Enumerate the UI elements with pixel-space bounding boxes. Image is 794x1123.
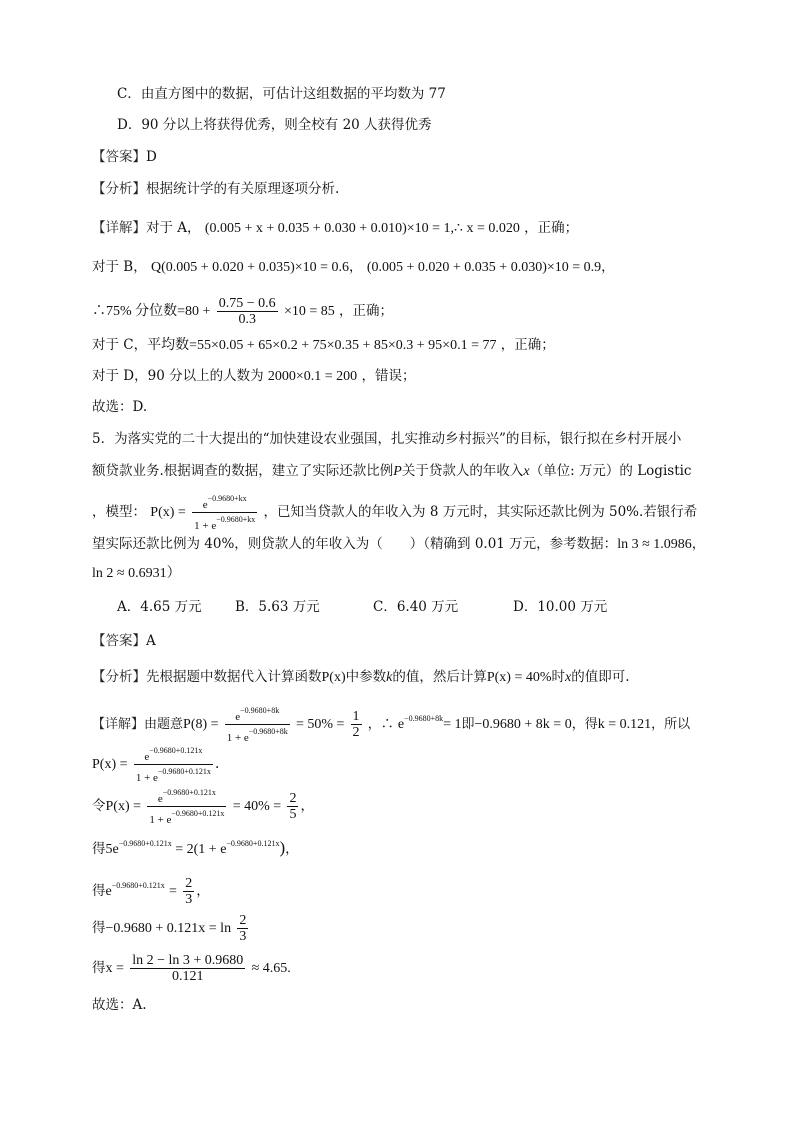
q5-d7-den: 0.121 (171, 969, 204, 984)
percentile-denominator: 0.3 (238, 312, 256, 327)
q5-d6-a: 得 (92, 920, 106, 936)
detail-c-verdict: ，正确； (500, 337, 555, 353)
q5-d1-power (397, 714, 462, 732)
q5-d4-lhs: 5e (105, 842, 119, 857)
q5-model-fraction (192, 492, 257, 533)
analysis-tag: 【分析】 (92, 181, 146, 197)
detail-a-verdict: ，正确； (524, 220, 579, 236)
q5-d1-den-exp: −0.9680+8k (248, 727, 288, 736)
option-c: C．6.40 万元 (373, 599, 459, 615)
q5-detail-line-2 (92, 744, 219, 785)
detail-c-equation: 平均数=55×0.05 + 65×0.2 + 75×0.35 + 85×0.3 + 95×0.1 = 77 (147, 338, 497, 353)
q5-stem-2c: （单位: 万元）的 Logistic (529, 463, 692, 479)
detail-d-verdict: ，错误； (361, 368, 416, 384)
q5-model-num-base: e (202, 499, 208, 511)
q5-d1-den-base: 1 + e (226, 732, 249, 744)
q5-model-num-exp: −0.9680+kx (207, 494, 247, 503)
q5-model-den-exp: −0.9680+kx (216, 515, 256, 524)
q5-d4-exp2: −0.9680+0.121x (226, 839, 280, 848)
q5-d2-den-exp: −0.9680+0.121x (157, 767, 211, 776)
q5-d5-mid: = (169, 884, 177, 899)
detail-line-a (92, 218, 578, 239)
q5-model-numerator (192, 492, 257, 513)
q5-d5-num: 2 (185, 876, 193, 891)
detail-b-equation-2: (0.005 + 0.020 + 0.035 + 0.030)×10 = 0.9 (366, 260, 602, 275)
q5-d2-denominator (134, 765, 213, 785)
q5-d2-den-base: 1 + e (135, 772, 158, 784)
q5-d2-lhs: P(x) = (92, 757, 128, 772)
q5-stem-2b: 关于贷款人的年收入 (401, 463, 524, 479)
option-c-text: C．由直方图中的数据，可估计这组数据的平均数为 77 (117, 86, 446, 102)
q5-d3-end: ， (300, 798, 314, 814)
q5-d7-fraction (130, 953, 245, 984)
q5-ref-ln2: ln 2 ≈ 0.6931） (92, 566, 181, 581)
q5-d5-end: ， (196, 883, 210, 899)
q5-answer-value: A (146, 633, 156, 649)
q5-options (117, 597, 607, 617)
q5-d4-a: 得 (92, 841, 106, 857)
percentile-result: ×10 = 85 (283, 304, 335, 319)
q5-d1-e: e (397, 717, 405, 732)
option-d: D．10.00 万元 (513, 599, 608, 615)
detail-tag: 【详解】 (92, 220, 146, 236)
q5-var-x: x (523, 464, 530, 479)
q5-d2-end: . (214, 756, 220, 772)
q5-analysis-e: 的值即可. (571, 669, 630, 685)
q5-d3-den-exp: −0.9680+0.121x (171, 809, 225, 818)
q5-d2-num-base: e (144, 751, 150, 763)
q5-d2-numerator (134, 744, 213, 765)
q5-d1-mid: = 50% = (295, 717, 345, 732)
q5-d6-den: 3 (239, 929, 247, 944)
q5-d1-eq2: −0.9680 + 8k = 0 (474, 717, 572, 732)
q5-d5-power (105, 881, 165, 899)
q5-d3-fraction-2 (287, 791, 298, 822)
analysis-text: 根据统计学的有关原理逐项分析. (146, 181, 340, 197)
q5-analysis-b: 中参数 (345, 669, 387, 685)
q5-analysis-x: x (565, 670, 572, 685)
percentile-verdict: ，正确； (339, 303, 394, 319)
q5-model-denominator (192, 513, 257, 533)
prev-choose: 故选：D. (92, 399, 148, 415)
q5-d1-lhs: P(8) = (183, 717, 219, 732)
q5-detail-line-5 (92, 868, 210, 910)
q5-d1-half-num: 1 (352, 709, 360, 724)
q5-d3-num-exp: −0.9680+0.121x (162, 788, 216, 797)
q5-analysis-c: 的值，然后计算 (392, 669, 487, 685)
q5-d3-num-base: e (157, 793, 163, 805)
q5-d1-num-exp: −0.9680+8k (240, 706, 280, 715)
q5-d1-half (351, 709, 362, 740)
q5-detail-line-4 (92, 834, 299, 860)
q5-d4-close: ) (279, 838, 286, 857)
q5-stem-4a: 望实际还款比例为 40%，则贷款人的年收入为（ ）（精确到 0.01 万元，参考数据： (92, 536, 618, 552)
q5-analysis-line (92, 667, 630, 688)
q5-answer-tag: 【答案】 (92, 633, 146, 649)
q5-d3-fraction (147, 786, 226, 827)
detail-line-d (92, 366, 415, 387)
q5-analysis-px: P(x) (321, 670, 346, 685)
q5-d5-fraction (183, 876, 194, 907)
q5-model-lhs: P(x) = (150, 505, 186, 520)
detail-a-equation: (0.005 + x + 0.035 + 0.030 + 0.010)×10 = 1,∴ x = 0.020 (204, 221, 520, 236)
q5-d5-a: 得 (92, 883, 106, 899)
answer-line (92, 147, 157, 167)
q5-d4-end: ， (285, 841, 299, 857)
q5-ref-ln3: ln 3 ≈ 1.0986 (617, 537, 692, 552)
q5-detail-line-7 (92, 950, 291, 987)
q5-d3-den-base: 1 + e (149, 814, 172, 826)
percentile-numerator: 0.75 − 0.6 (218, 296, 276, 311)
q5-analysis-k: k (386, 670, 393, 685)
q5-d1-numerator (225, 704, 290, 725)
q5-d1-d: ，所以 (651, 717, 691, 732)
q5-detail-line-3 (92, 786, 314, 827)
q5-d1-denominator (225, 725, 290, 745)
percentile-prefix: ∴75% 分位数=80 + (92, 304, 211, 319)
detail-line-b (92, 257, 615, 278)
percentile-fraction (217, 296, 278, 327)
q5-d1-a: 由题意 (144, 717, 184, 732)
detail-b-label: 对于 B， (92, 259, 147, 275)
detail-d-equation: 2000×0.1 = 200 (267, 369, 358, 384)
q5-stem-3b: ，已知当贷款人的年收入为 8 万元时，其实际还款比例为 50%.若银行希 (263, 504, 698, 520)
q5-d7-num: ln 2 − ln 3 + 0.9680 (132, 953, 244, 968)
option-a: A．4.65 万元 (117, 599, 202, 615)
q5-d1-sep: ，∴ (367, 717, 394, 732)
q5-d3-fden: 5 (289, 807, 297, 822)
q5-detail-tag: 【详解】 (92, 717, 145, 732)
q5-stem-line-2 (92, 461, 692, 482)
percentile-line (92, 294, 393, 329)
q5-stem-2a: 额贷款业务.根据调查的数据，建立了实际还款比例 (92, 463, 394, 479)
q5-analysis-a: 先根据题中数据代入计算函数 (146, 669, 322, 685)
detail-a-label: 对于 A， (146, 220, 201, 236)
q5-d1-fraction (225, 704, 290, 745)
q5-detail-line-1 (92, 700, 690, 745)
q5-d1-eq3: k = 0.121 (597, 717, 652, 732)
analysis-line (92, 179, 339, 199)
detail-b-equation-1: Q(0.005 + 0.020 + 0.035)×10 = 0.6 (151, 260, 350, 275)
q5-detail-line-6 (92, 910, 250, 947)
q5-d3-a: 令 (92, 798, 106, 814)
q5-d5-e: e (105, 884, 112, 899)
detail-line-c (92, 335, 555, 356)
q5-d3-numerator (147, 786, 226, 807)
option-b: B．5.63 万元 (235, 599, 320, 615)
q5-d3-lhs: P(x) = (105, 799, 142, 814)
q5-analysis-tag: 【分析】 (92, 669, 146, 685)
q5-model-line (92, 492, 697, 533)
q5-stem-4b: ， (691, 536, 706, 552)
q5-model-den-base: 1 + e (194, 520, 217, 532)
q5-d6-fraction (237, 913, 248, 944)
q5-d7-a: 得 (92, 960, 106, 976)
q5-d3-denominator (147, 807, 226, 827)
q5-d3-fnum: 2 (289, 791, 297, 806)
q5-d2-fraction (134, 744, 213, 785)
q5-var-p: P (393, 464, 402, 479)
q5-d7-result: ≈ 4.65. (251, 961, 291, 976)
q5-d1-b: 即 (461, 717, 475, 732)
detail-d-label: 对于 D，90 分以上的人数为 (92, 368, 264, 384)
q5-model-label: ，模型： (92, 504, 146, 520)
q5-d6-eq: −0.9680 + 0.121x = ln (105, 921, 232, 936)
q5-d1-num-base: e (235, 711, 241, 723)
q5-answer-line (92, 631, 156, 651)
q5-d4-equation (105, 838, 286, 857)
q5-d5-exp: −0.9680+0.121x (111, 881, 165, 890)
q5-d1-half-den: 2 (352, 725, 360, 740)
q5-d7-lhs: x = (105, 961, 124, 976)
q5-d5-den: 3 (185, 892, 193, 907)
detail-b-end: ， (601, 259, 615, 275)
q5-d3-mid: = 40% = (232, 799, 282, 814)
q5-analysis-eq: P(x) = 40% (486, 670, 552, 685)
detail-c-label: 对于 C， (92, 337, 148, 353)
q5-analysis-d: 时 (551, 669, 566, 685)
q5-stem-line-1: 5．为落实党的二十大提出的“加快建设农业强国，扎实推动乡村振兴”的目标，银行拟在乡村开展小 (92, 431, 682, 447)
q5-d4-exp: −0.9680+0.121x (118, 839, 172, 848)
q5-d1-e-exp: −0.9680+8k (404, 714, 444, 723)
q5-d2-num-exp: −0.9680+0.121x (149, 746, 203, 755)
q5-d1-eq1: = 1 (443, 717, 462, 732)
detail-b-sep: ， (349, 259, 363, 275)
q5-d6-num: 2 (239, 913, 247, 928)
answer-tag: 【答案】 (92, 149, 146, 165)
answer-value: D (146, 149, 157, 165)
q5-choose: 故选：A. (92, 997, 147, 1013)
q5-d1-c: ，得 (571, 717, 598, 732)
q5-stem-line-4 (92, 534, 705, 555)
option-d-text: D．90 分以上将获得优秀，则全校有 20 人获得优秀 (117, 117, 432, 133)
q5-d4-mid: = 2(1 + e (175, 842, 227, 857)
